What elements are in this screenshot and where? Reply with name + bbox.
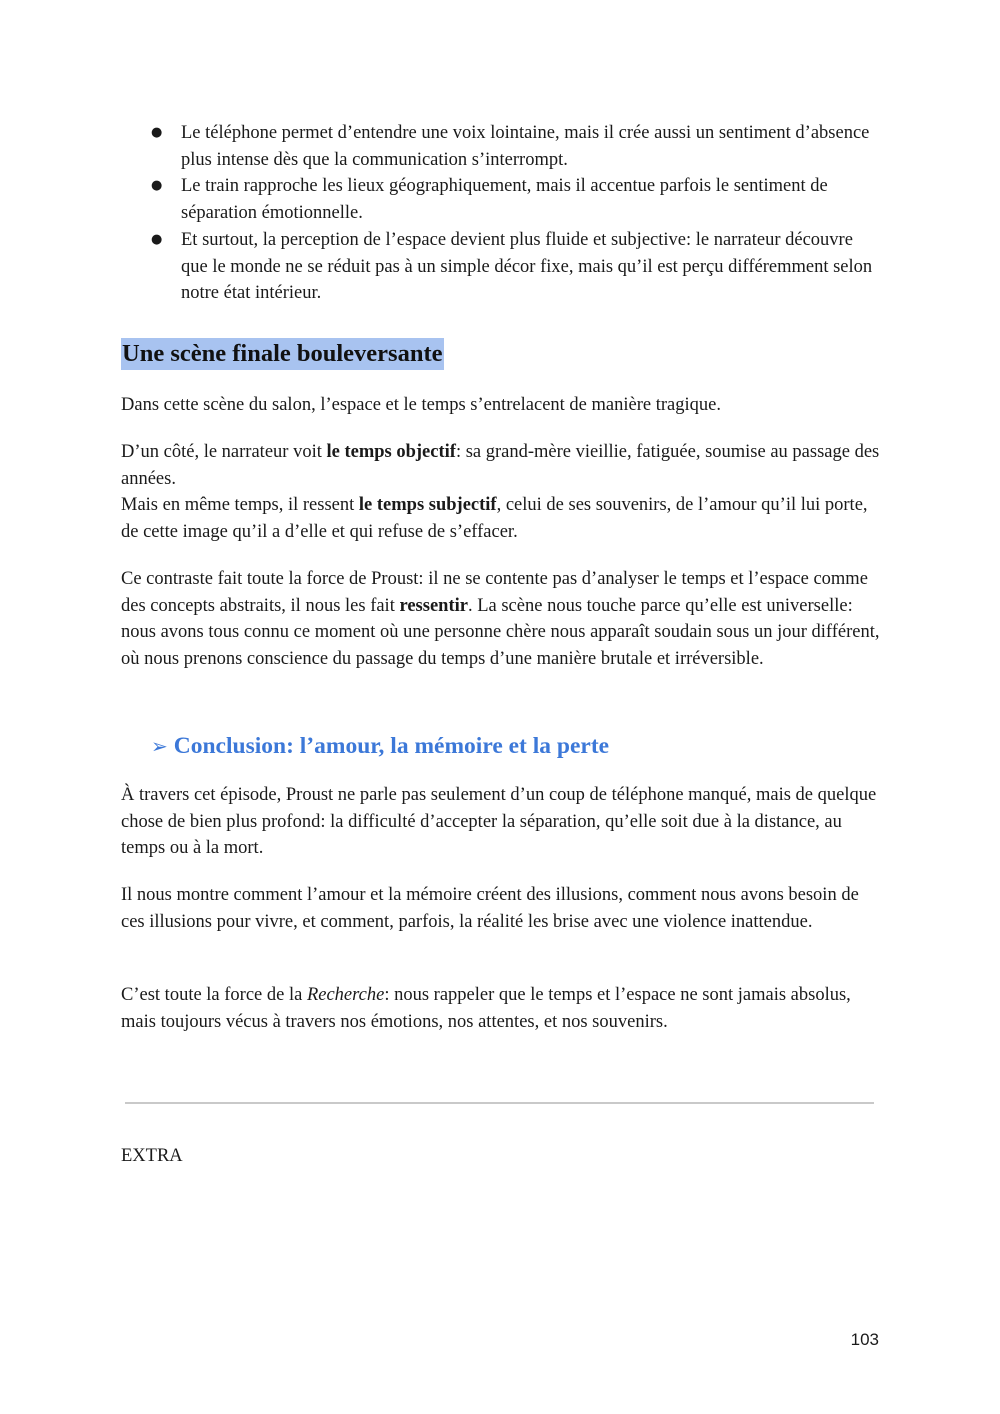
bullet-icon: ●: [151, 125, 163, 140]
text-run: C’est toute la force de la: [121, 985, 307, 1005]
conclusion-heading-text: Conclusion: l’amour, la mémoire et la perte: [173, 733, 610, 759]
paragraph-conclusion-2: Il nous montre comment l’amour et la mémoire créent des illusions, comment nous avons besoin de ces illusions pour vivre, et comment, parfois, la réalité les brise avec une violence inattendue.: [121, 885, 859, 932]
text-run: , celui de ses souvenirs, de l’amour qu’il lui porte, de cette image qu’il a d’elle et qui refuse de s’effacer.: [121, 495, 868, 543]
text-run: : nous rappeler que le temps et l’espace ne sont jamais absolus, mais toujours vécus à travers nos émotions, nos attentes, et nos souvenirs.: [121, 985, 851, 1032]
section-heading-conclusion: [151, 730, 609, 762]
paragraph-proust-contrast: [121, 566, 881, 673]
extra-label: EXTRA: [121, 1146, 183, 1166]
text-run: Ce contraste fait toute la force de Proust: il ne se contente pas d’analyser le temps et l’espace comme des concepts abstraits, il nous les fait: [121, 569, 868, 616]
list-item: [121, 173, 881, 226]
arrow-icon: ➢: [151, 734, 168, 758]
bullet-list: [121, 120, 881, 307]
text-run: Mais en même temps, il ressent: [121, 495, 359, 516]
paragraph-objective-subjective-time: [121, 439, 881, 546]
text-run: : sa grand-mère vieillie, fatiguée, soumise au passage des années.: [121, 442, 880, 489]
bold-term-ressentir: ressentir: [399, 595, 468, 616]
bullet-icon: ●: [151, 178, 163, 194]
text-run: . La scène nous touche parce qu’elle est universelle: nous avons tous connu ce moment où une personne chère nous apparaît soudain sous un jour différent, où nous prenons conscience du passage du temps d’une manière brutale et irréversible.: [121, 595, 880, 670]
list-item: [121, 227, 881, 307]
text-run: D’un côté, le narrateur voit: [121, 442, 327, 462]
list-item-text: Le train rapproche les lieux géographiquement, mais il accentue parfois le sentiment de séparation émotionnelle.: [181, 176, 828, 224]
paragraph-salon-scene: Dans cette scène du salon, l’espace et le temps s’entrelacent de manière tragique.: [121, 395, 721, 415]
bullet-icon: ●: [151, 231, 163, 247]
bold-term-objective-time: le temps objectif: [326, 442, 456, 462]
paragraph-conclusion-1: À travers cet épisode, Proust ne parle pas seulement d’un coup de téléphone manqué, mais de quelque chose de bien plus profond: la difficulté d’accepter la séparation, qu’elle soit due à la distance, au temps ou à la mort.: [121, 785, 877, 859]
paragraph-conclusion-3: [121, 982, 881, 1035]
page-number: 103: [850, 1330, 879, 1349]
italic-title-recherche: Recherche: [306, 985, 385, 1005]
bold-term-subjective-time: le temps subjectif: [358, 495, 497, 516]
list-item-text: Le téléphone permet d’entendre une voix lointaine, mais il crée aussi un sentiment d’absence plus intense dès que la communication s’interrompt.: [181, 123, 870, 170]
list-item: [121, 120, 881, 173]
horizontal-divider: [125, 1102, 874, 1104]
list-item-text: Et surtout, la perception de l’espace devient plus fluide et subjective: le narrateur découvre que le monde ne se réduit pas à un simple décor fixe, mais qu’il est perçu différemment selon notre état intérieur.: [181, 229, 873, 304]
section-heading-final-scene: Une scène finale bouleversante: [121, 338, 444, 370]
